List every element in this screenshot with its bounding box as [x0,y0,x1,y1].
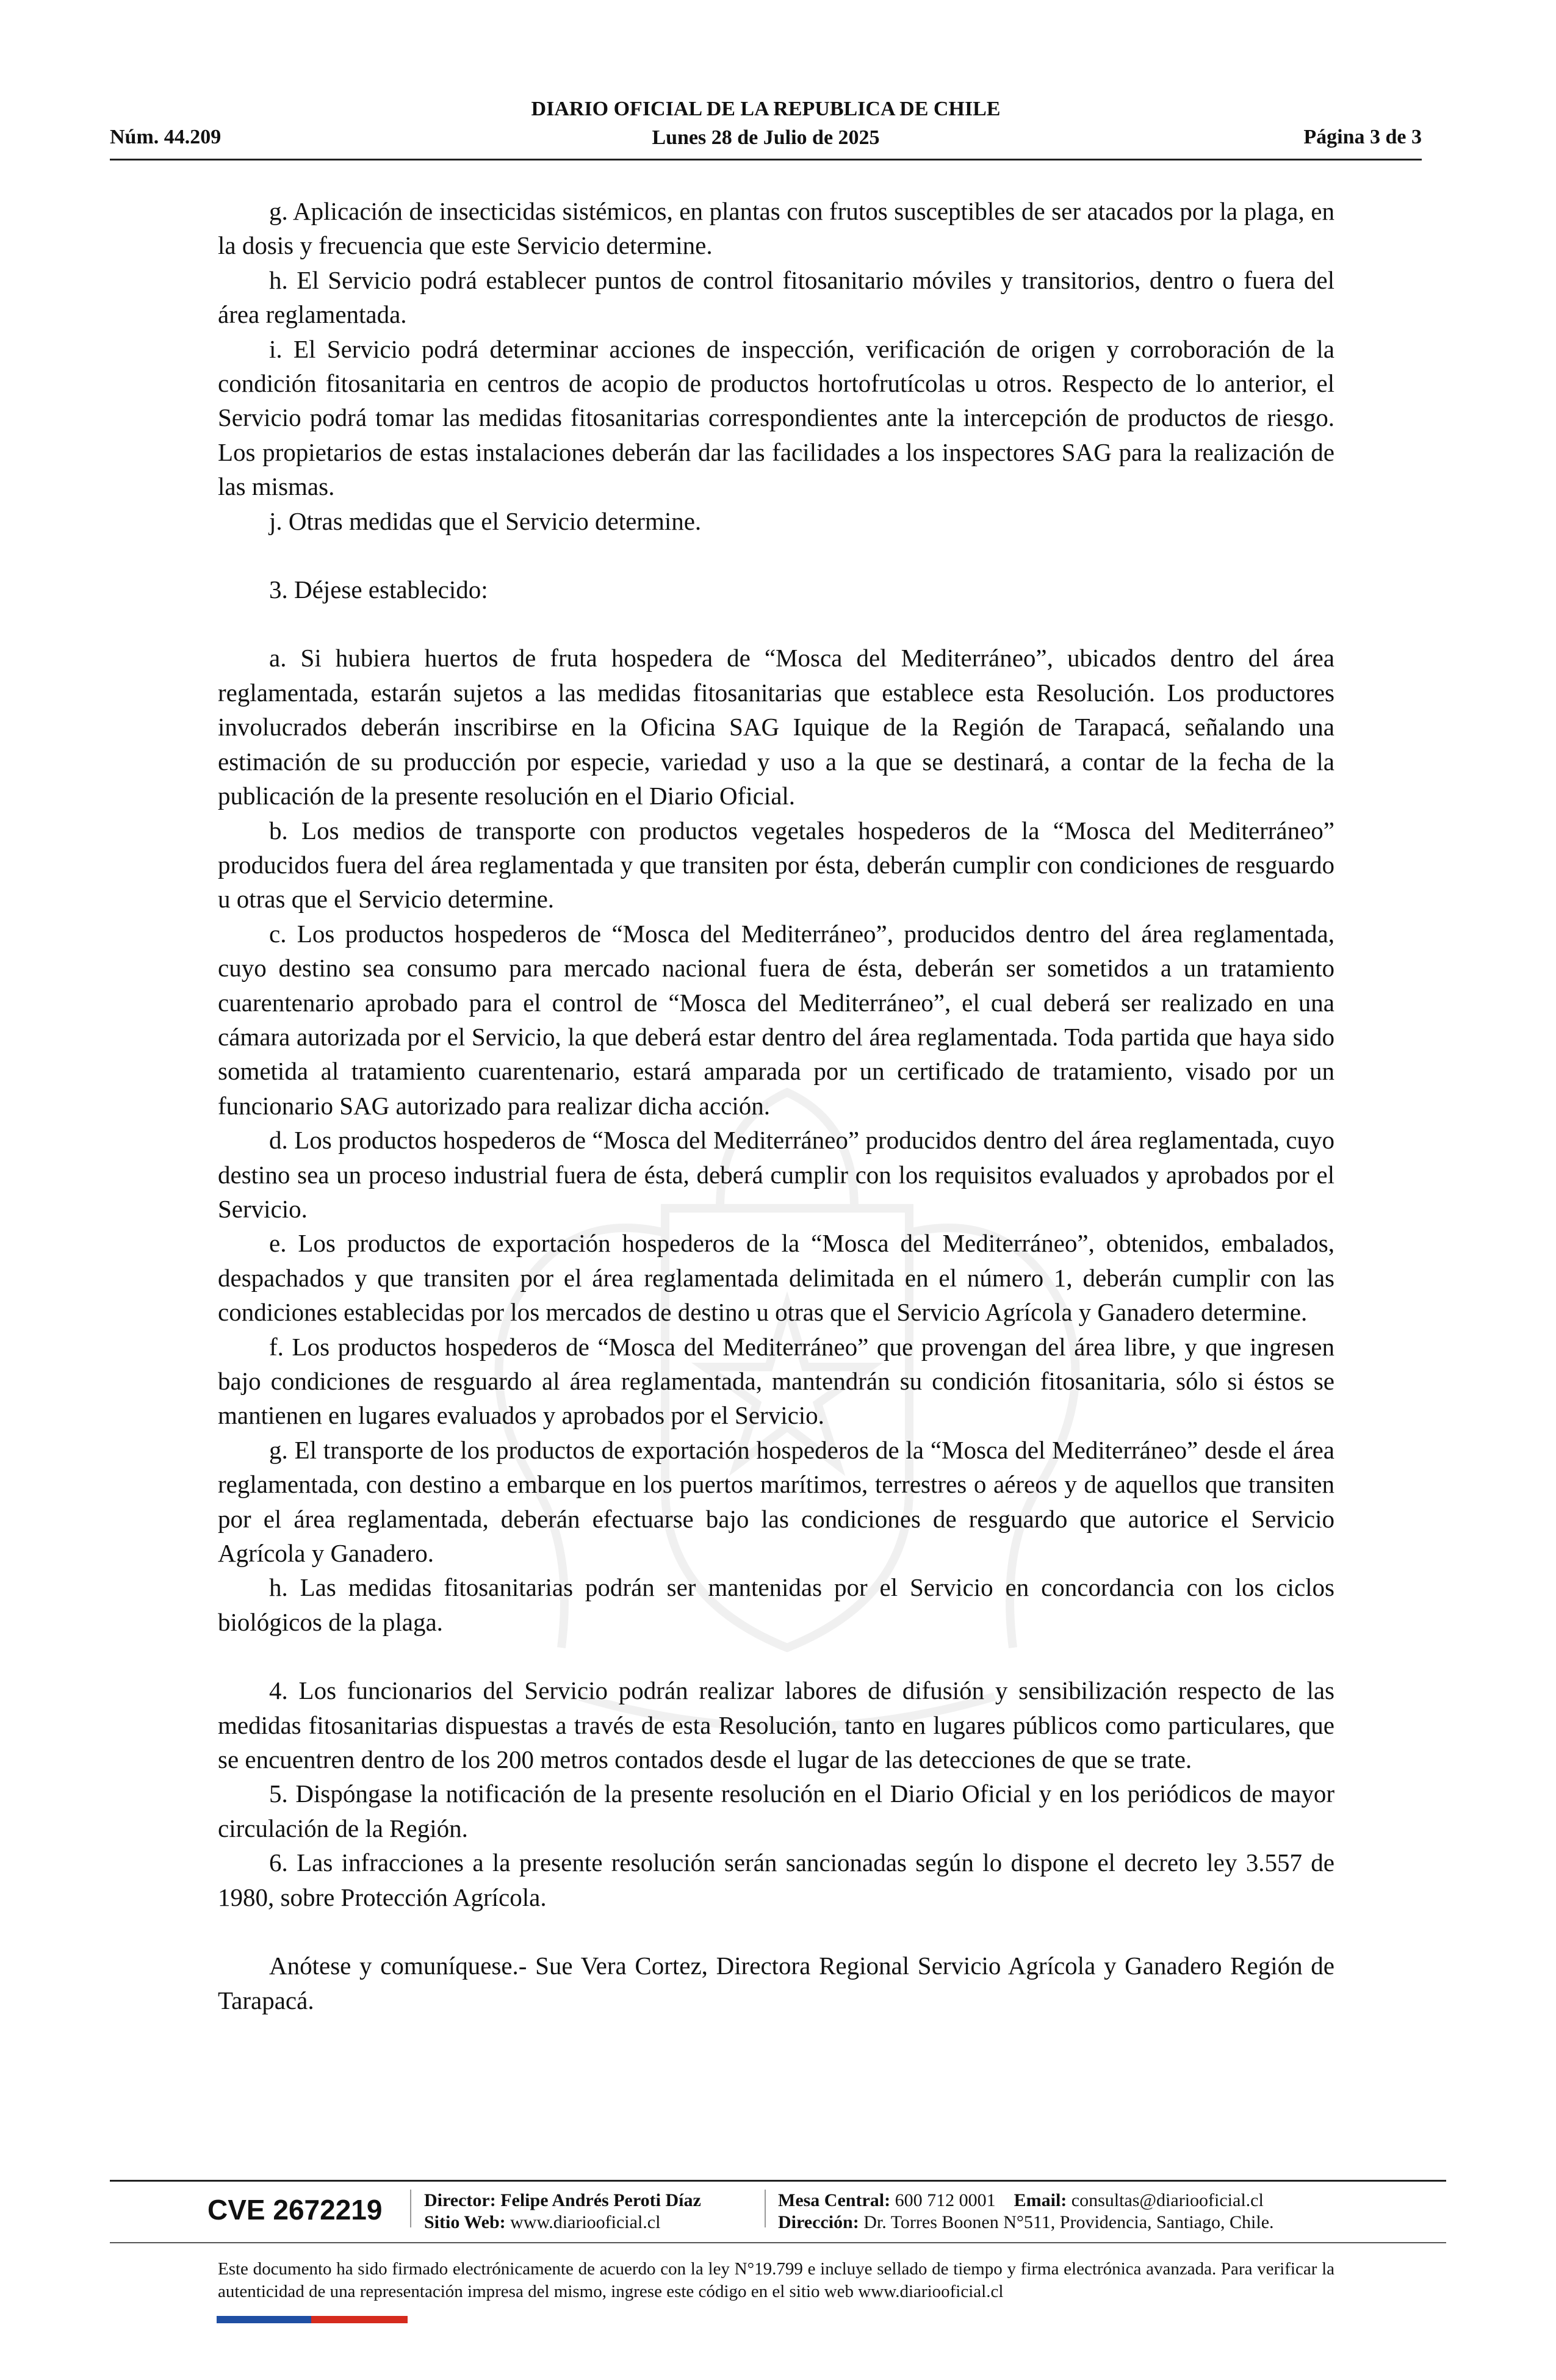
paragraph: d. Los productos hospederos de “Mosca del Mediterráneo” producidos dentro del área reglamentada, cuyo destino sea un proceso industrial fuera de ésta, deberá cumplir con los requisitos evaluados y aprobados por el Servicio. [218,1126,1334,1223]
mesa-phone: 600 712 0001 [895,2190,996,2210]
paragraph: g. Aplicación de insecticidas sistémicos, en plantas con frutos susceptibles de ser atacados por la plaga, en la dosis y frecuencia que este Servicio determine. [218,197,1334,260]
signature-paragraph: Anótese y comuníquese.- Sue Vera Cortez, Directora Regional Servicio Agrícola y Ganadero Región de Tarapacá. [218,1952,1334,2014]
footer-separator [410,2190,411,2227]
paragraph: j. Otras medidas que el Servicio determine. [269,507,702,535]
paragraph: h. El Servicio podrá establecer puntos de control fitosanitario móviles y transitorios, dentro o fuera del área reglamentada. [218,265,1334,329]
paragraph: g. El transporte de los productos de exportación hospederos de la “Mosca del Mediterráneo” desde el área reglamentada, con destino a embarque en los puertos marítimos, terrestres o aéreos y de aquellos que transiten por el área reglamentada, deberán efectuarse bajo las condiciones de resguardo que autorice el Servicio Agrícola y Ganadero. [218,1435,1334,1568]
website-link[interactable]: www.diariooficial.cl [510,2212,661,2232]
flag-stripe-blue [217,2316,311,2323]
paragraph: 4. Los funcionarios del Servicio podrán realizar labores de difusión y sensibilización respecto de las medidas fitosanitarias dispuestas a través de esta Resolución, tanto en lugares públicos como particulares, que se encuentren dentro de los 200 metros contados desde el lugar de las detecciones de que se trate. [218,1676,1334,1774]
section-heading: 3. Déjese establecido: [269,575,488,604]
cve-code: CVE 2672219 [207,2194,383,2226]
contact-info [778,2190,1274,2234]
issue-date: Lunes 28 de Julio de 2025 [652,126,880,149]
paragraph: i. El Servicio podrá determinar acciones de inspección, verificación de origen y corroboración de la condición fitosanitaria en centros de acopio de productos hortofrutícolas u otros. Respecto de lo anterior, el Servicio podrá tomar las medidas fitosanitarias correspondientes ante la intercepción de productos de riesgo. Los propietarios de estas instalaciones deberán dar las facilidades a los inspectores SAG para la realización de las mismas. [218,334,1334,501]
newspaper-title: DIARIO OFICIAL DE LA REPUBLICA DE CHILE [531,98,1001,120]
email-label: Email: [1014,2190,1067,2210]
flag-stripe-red [311,2316,408,2323]
footer-divider-bottom [110,2242,1446,2243]
header-center [110,95,1422,152]
paragraph: 5. Dispóngase la notificación de la presente resolución en el Diario Oficial y en los periódicos de mayor circulación de la Región. [218,1780,1334,1842]
paragraph: b. Los medios de transporte con productos vegetales hospederos de la “Mosca del Mediterráneo” producidos fuera del área reglamentada y que transiten por ésta, deberán cumplir con condiciones de resguardo u otras que el Servicio determine. [218,816,1334,914]
footer-divider-top [110,2180,1446,2182]
paragraph: 6. Las infracciones a la presente resolución serán sancionadas según lo dispone el decreto ley 3.557 de 1980, sobre Protección Agrícola. [218,1848,1334,1911]
legal-notice: Este documento ha sido firmado electrónicamente de acuerdo con la ley N°19.799 e incluye sellado de tiempo y firma electrónica avanzada. Para verificar la autenticidad de una representación impresa del mismo, ingrese este código en el sitio web www.diariooficial.cl [218,2259,1334,2301]
website-label: Sitio Web: [424,2212,506,2232]
paragraph: a. Si hubiera huertos de fruta hospedera de “Mosca del Mediterráneo”, ubicados dentro del área reglamentada, estarán sujetos a las medidas fitosanitarias que establece esta Resolución. Los productores involucrados deberán inscribirse en la Oficina SAG Iquique de la Región de Tarapacá, señalando una estimación de su producción por especie, variedad y uso a la que se destinará, a contar de la fecha de la publicación de la presente resolución en el Diario Oficial. [218,644,1334,810]
page-number: Página 3 de 3 [1303,126,1422,148]
issue-number: Núm. 44.209 [110,126,222,148]
paragraph: c. Los productos hospederos de “Mosca del Mediterráneo”, producidos dentro del área reglamentada, cuyo destino sea consumo para mercado nacional fuera de ésta, deberán ser sometidos a un tratamiento cuarentenario aprobado para el control de “Mosca del Mediterráneo”, el cual deberá ser realizado en una cámara autorizada por el Servicio, la que deberá estar dentro del área reglamentada. Toda partida que haya sido sometida al tratamiento cuarentenario, estará amparada por un certificado de tratamiento, visado por un funcionario SAG autorizado para realizar dicha acción. [218,919,1334,1120]
page-footer [207,2187,1336,2236]
paragraph: f. Los productos hospederos de “Mosca del Mediterráneo” que provengan del área libre, y que ingresen bajo condiciones de resguardo al área reglamentada, mantendrán su condición fitosanitaria, sólo si éstos se mantienen en lugares evaluados y aprobados por el Servicio. [218,1332,1334,1430]
email-link[interactable]: consultas@diariooficial.cl [1071,2190,1264,2210]
director-label: Director: [424,2190,496,2210]
address: Dr. Torres Boonen N°511, Providencia, Santiago, Chile. [863,2212,1274,2232]
director-name: Felipe Andrés Peroti Díaz [500,2190,701,2210]
mesa-label: Mesa Central: [778,2190,891,2210]
director-info [424,2190,701,2234]
address-label: Dirección: [778,2212,859,2232]
paragraph: h. Las medidas fitosanitarias podrán ser mantenidas por el Servicio en concordancia con los ciclos biológicos de la plaga. [218,1573,1334,1636]
footer-separator [765,2190,766,2227]
paragraph: e. Los productos de exportación hospederos de la “Mosca del Mediterráneo”, obtenidos, embalados, despachados y que transiten por el área reglamentada delimitada en el número 1, deberán cumplir con las condiciones establecidas por los mercados de destino u otras que el Servicio Agrícola y Ganadero determine. [218,1229,1334,1327]
page-header [110,95,1422,160]
document-body [218,194,1334,2018]
